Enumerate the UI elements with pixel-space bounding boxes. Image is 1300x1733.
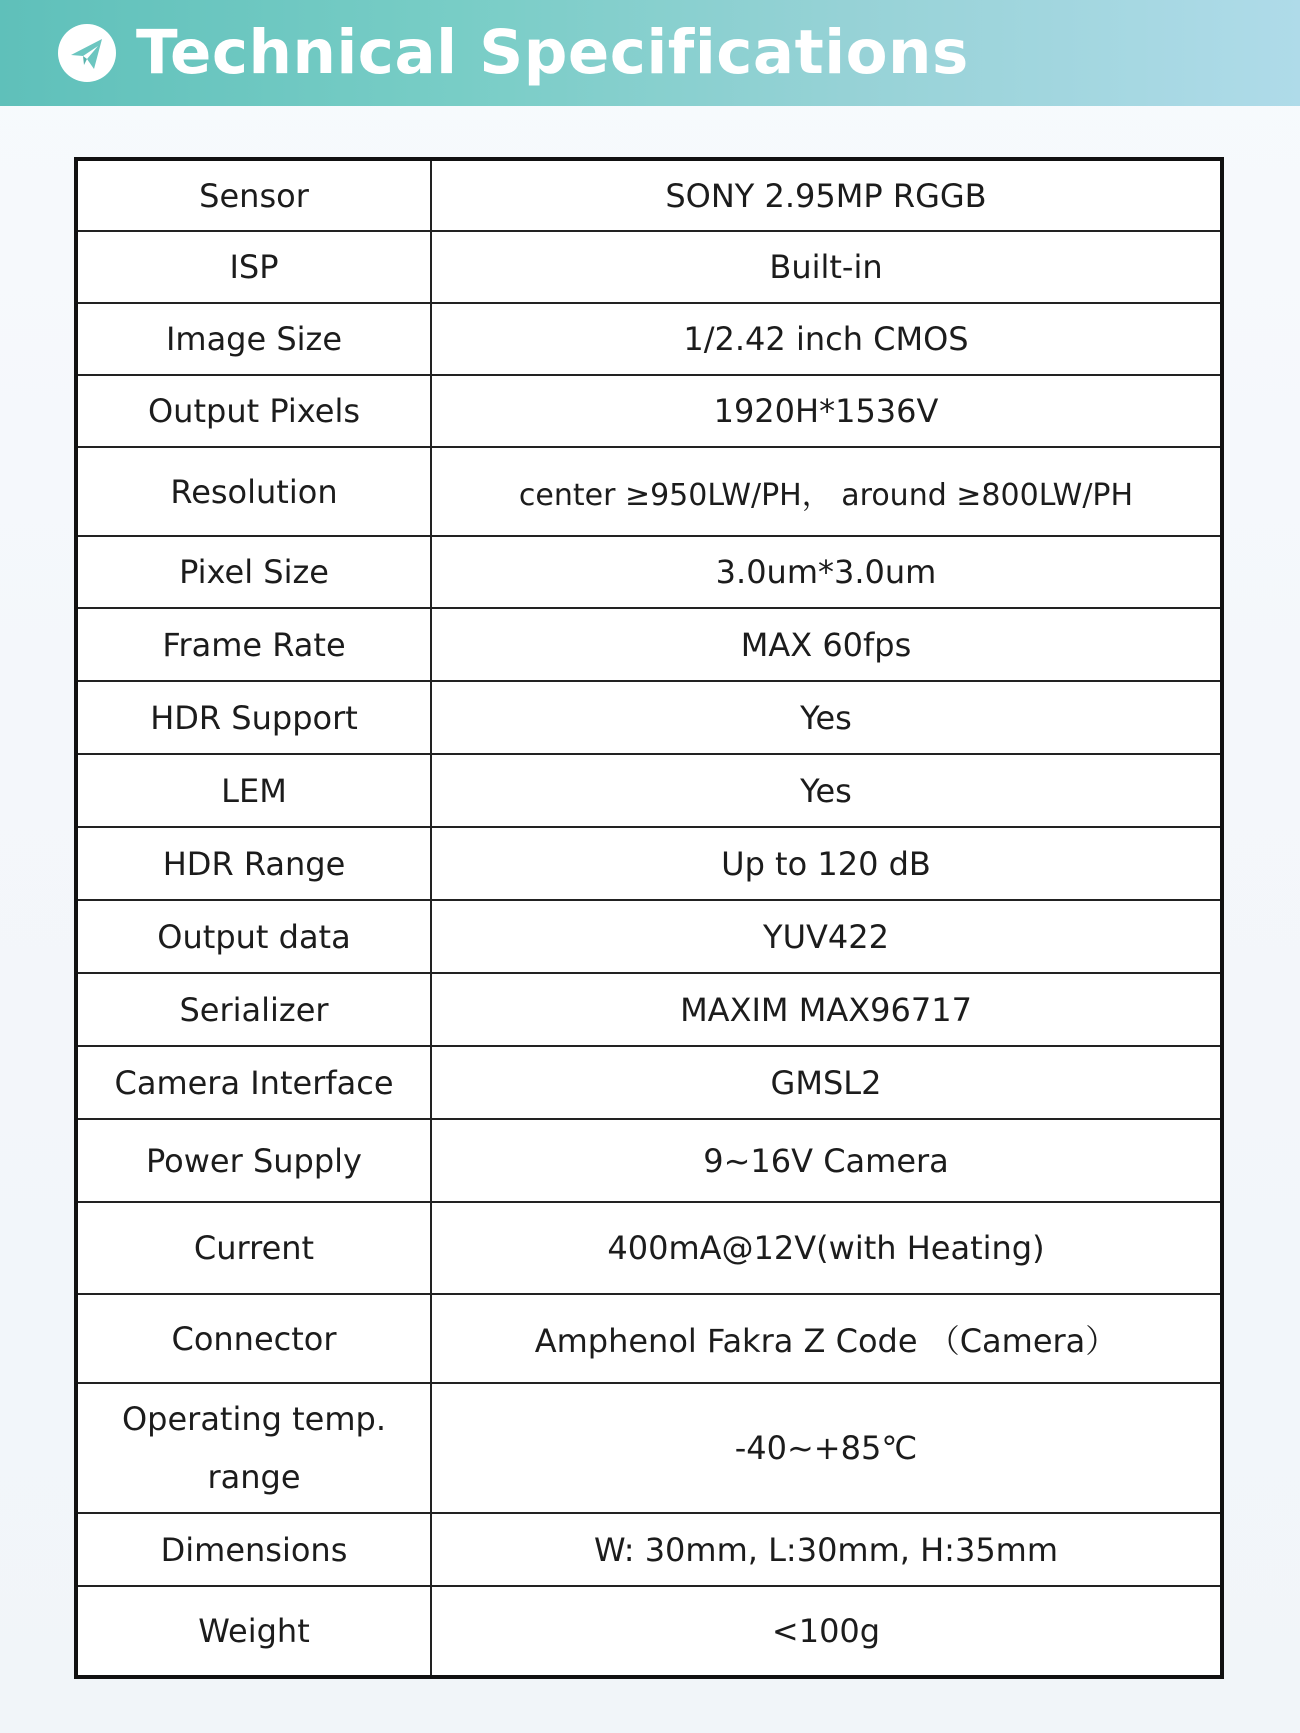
spec-label: HDR Range: [76, 827, 431, 900]
spec-value: 1920H*1536V: [431, 375, 1222, 447]
table-row: [76, 1294, 1222, 1383]
spec-value: center ≥950LW/PH， around ≥800LW/PH: [431, 447, 1222, 536]
header-banner: [0, 0, 1300, 106]
table-row: [76, 608, 1222, 681]
spec-value: 400mA@12V(with Heating): [431, 1202, 1222, 1294]
spec-label: Current: [76, 1202, 431, 1294]
table-row: [76, 754, 1222, 827]
table-row: [76, 973, 1222, 1046]
table-row: [76, 1119, 1222, 1202]
spec-value: W: 30mm, L:30mm, H:35mm: [431, 1513, 1222, 1586]
spec-label: Serializer: [76, 973, 431, 1046]
spec-label: Output Pixels: [76, 375, 431, 447]
table-row: [76, 1513, 1222, 1586]
spec-label: Pixel Size: [76, 536, 431, 608]
spec-label: Weight: [76, 1586, 431, 1677]
spec-label: Operating temp. range: [76, 1383, 431, 1513]
spec-value: SONY 2.95MP RGGB: [431, 159, 1222, 231]
table-row: [76, 231, 1222, 303]
spec-label: Resolution: [76, 447, 431, 536]
table-row: [76, 827, 1222, 900]
spec-label: LEM: [76, 754, 431, 827]
spec-value: MAXIM MAX96717: [431, 973, 1222, 1046]
spec-label: Sensor: [76, 159, 431, 231]
spec-value: MAX 60fps: [431, 608, 1222, 681]
table-row: [76, 536, 1222, 608]
spec-value: Yes: [431, 754, 1222, 827]
spec-label: Frame Rate: [76, 608, 431, 681]
spec-label: Power Supply: [76, 1119, 431, 1202]
table-row: [76, 375, 1222, 447]
spec-label: Image Size: [76, 303, 431, 375]
table-row: [76, 1046, 1222, 1119]
spec-value: Built-in: [431, 231, 1222, 303]
spec-label: ISP: [76, 231, 431, 303]
spec-label: Camera Interface: [76, 1046, 431, 1119]
table-row: [76, 159, 1222, 231]
spec-table: [74, 157, 1224, 1679]
paper-plane-icon: [56, 22, 118, 84]
page-title: Technical Specifications: [136, 17, 969, 88]
spec-value: <100g: [431, 1586, 1222, 1677]
spec-value: GMSL2: [431, 1046, 1222, 1119]
spec-value: -40~+85℃: [431, 1383, 1222, 1513]
spec-value: 1/2.42 inch CMOS: [431, 303, 1222, 375]
table-row: [76, 1383, 1222, 1513]
spec-label: Connector: [76, 1294, 431, 1383]
table-row: [76, 900, 1222, 973]
spec-label: Output data: [76, 900, 431, 973]
spec-value: Yes: [431, 681, 1222, 754]
table-row: [76, 303, 1222, 375]
spec-label: HDR Support: [76, 681, 431, 754]
spec-value: Up to 120 dB: [431, 827, 1222, 900]
table-row: [76, 681, 1222, 754]
table-row: [76, 447, 1222, 536]
table-row: [76, 1202, 1222, 1294]
spec-label: Dimensions: [76, 1513, 431, 1586]
spec-value: YUV422: [431, 900, 1222, 973]
spec-value: Amphenol Fakra Z Code （Camera）: [431, 1294, 1222, 1383]
spec-value: 9~16V Camera: [431, 1119, 1222, 1202]
spec-value: 3.0um*3.0um: [431, 536, 1222, 608]
table-row: [76, 1586, 1222, 1677]
